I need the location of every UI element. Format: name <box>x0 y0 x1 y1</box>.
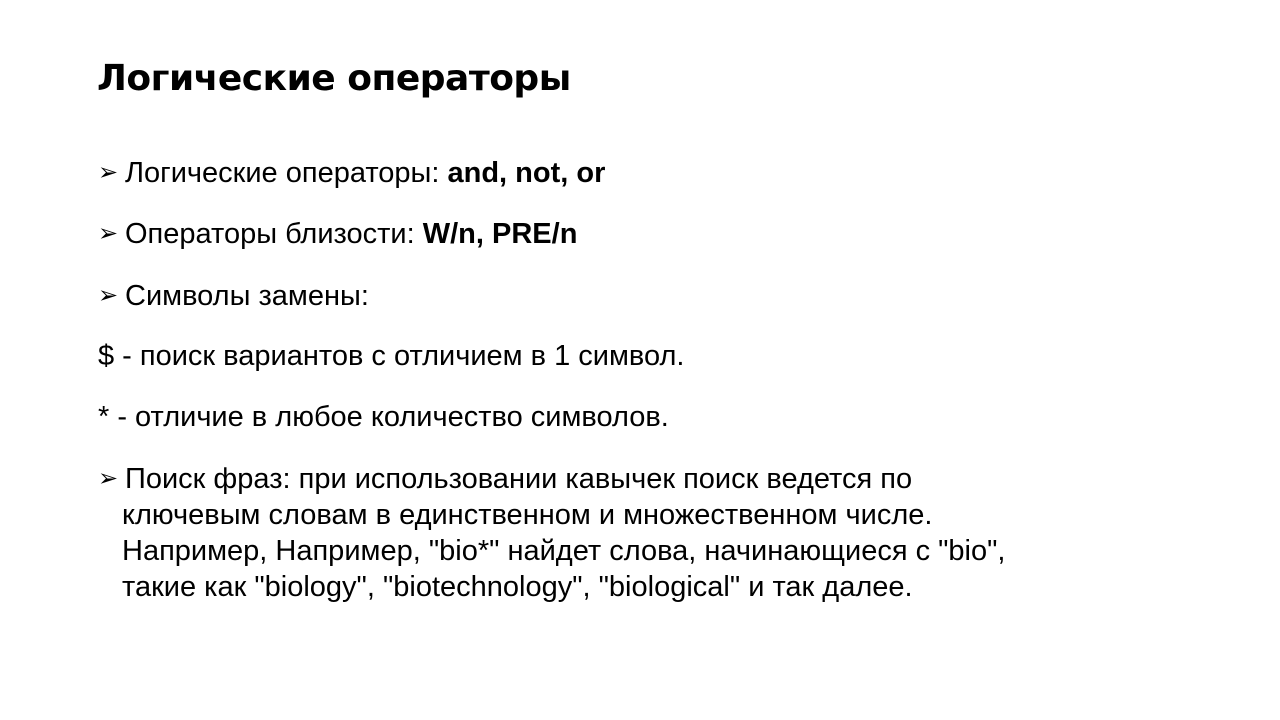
wildcard-dollar-line: $ - поиск вариантов с отличием в 1 символ. <box>98 340 685 372</box>
phrase-line-2: ключевым словам в единственном и множественном числе. <box>122 499 933 531</box>
arrow-bullet-icon: ➢ <box>98 219 119 247</box>
phrase-line-3: Например, Например, "bio*" найдет слова, начинающиеся с "bio", <box>122 535 1006 567</box>
phrase-line-4: такие как "biology", "biotechnology", "biological" и так далее. <box>122 571 913 603</box>
bullet-bold-text: W/n, PRE/n <box>422 218 578 250</box>
slide-title: Логические операторы <box>97 58 571 99</box>
arrow-bullet-icon: ➢ <box>98 281 119 309</box>
arrow-bullet-icon: ➢ <box>98 158 119 186</box>
bullet-logical-operators <box>98 154 605 191</box>
phrase-line-1: Поиск фраз: при использовании кавычек поиск ведется по <box>125 463 913 495</box>
bullet-bold-text: and, not, or <box>447 157 606 189</box>
bullet-text: Логические операторы: <box>125 157 448 189</box>
bullet-wildcards <box>98 277 369 314</box>
wildcard-asterisk-line: * - отличие в любое количество символов. <box>98 401 669 433</box>
arrow-bullet-icon: ➢ <box>98 464 119 492</box>
bullet-phrase-search <box>98 460 1158 605</box>
bullet-text: Символы замены: <box>125 280 369 312</box>
bullet-proximity-operators <box>98 215 577 252</box>
bullet-text: Операторы близости: <box>125 218 423 250</box>
